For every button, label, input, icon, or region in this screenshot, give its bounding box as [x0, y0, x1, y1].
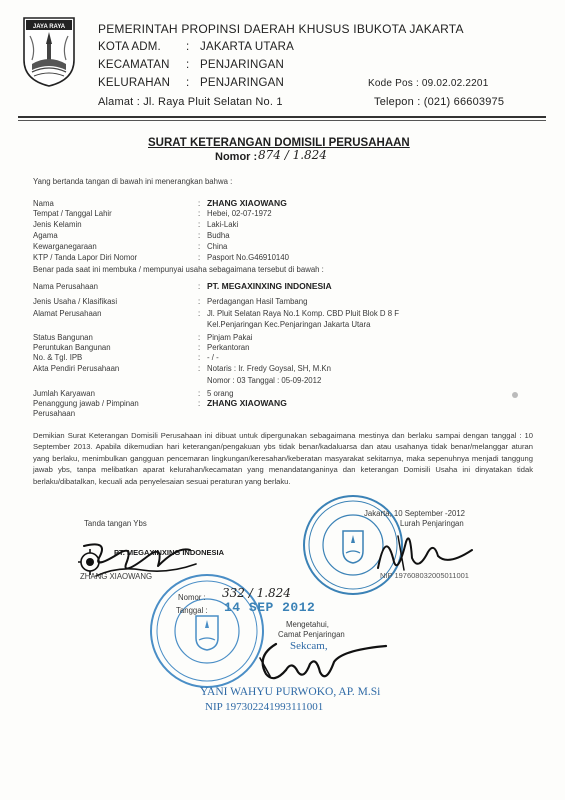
right-place-date: Jakarta, 10 September -2012 [364, 509, 465, 518]
company-employees-value: 5 orang [207, 389, 234, 398]
person-religion-label: Agama [33, 231, 58, 240]
row-colon: : [198, 282, 201, 291]
company-status-value: Pinjam Pakai [207, 333, 253, 342]
person-nationality-value: China [207, 242, 228, 251]
nomor-value: 874 / 1.824 [258, 148, 327, 162]
person-name-label: Nama [33, 199, 54, 208]
company-employees-label: Jumlah Karyawan [33, 389, 95, 398]
header-government: PEMERINTAH PROPINSI DAERAH KHUSUS IBUKOTA JAKARTA [98, 22, 464, 36]
kecamatan-tanggal-label: Tanggal : [176, 606, 208, 615]
company-leader-label-2: Perusahaan [33, 409, 76, 418]
header-colon: : [186, 41, 190, 53]
company-address-value: Jl. Pluit Selatan Raya No.1 Komp. CBD Pluit Blok D 8 F [207, 309, 399, 318]
row-colon: : [198, 199, 201, 208]
header-address: Alamat : Jl. Raya Pluit Selatan No. 1 [98, 96, 283, 108]
header-kota-label: KOTA ADM. [98, 41, 161, 53]
row-colon: : [198, 209, 201, 218]
kecamatan-nomor-label: Nomor : [178, 593, 206, 602]
company-name-label: Nama Perusahaan [33, 282, 99, 291]
sekcam-label: Sekcam, [290, 640, 328, 652]
person-religion-value: Budha [207, 231, 230, 240]
row-colon: : [198, 309, 201, 318]
intro-text: Yang bertanda tangan di bawah ini menerangkan bahwa : [33, 177, 233, 186]
row-colon: : [198, 399, 201, 408]
header-kota-value: JAKARTA UTARA [200, 41, 294, 53]
kecamatan-nomor-handwritten: 332 / 1.824 [222, 586, 291, 600]
company-deed-value: Notaris : Ir. Fredy Goysal, SH, M.Kn [207, 364, 331, 373]
person-id-label: KTP / Tanda Lapor Diri Nomor [33, 253, 138, 262]
business-intro-text: Benar pada saat ini membuka / mempunyai usaha sebagaimana tersebut di bawah : [33, 265, 324, 274]
header-kode-pos: Kode Pos : 09.02.02.2201 [368, 78, 489, 89]
person-nationality-label: Kewarganegaraan [33, 242, 97, 251]
company-status-label: Status Bangunan [33, 333, 93, 342]
company-deed-value-2: Nomor : 03 Tanggal : 05-09-2012 [207, 376, 322, 385]
row-colon: : [198, 343, 201, 352]
scan-speck [512, 392, 518, 398]
company-address-label: Alamat Perusahaan [33, 309, 102, 318]
document-title: SURAT KETERANGAN DOMISILI PERUSAHAAN [148, 137, 410, 149]
company-deed-label: Akta Pendiri Perusahaan [33, 364, 120, 373]
company-address-value-2: Kel.Penjaringan Kec.Penjaringan Jakarta Utara [207, 320, 371, 329]
nomor-label: Nomor : [215, 151, 258, 163]
header-kelurahan-label: KELURAHAN [98, 77, 171, 89]
row-colon: : [198, 333, 201, 342]
person-name-value: ZHANG XIAOWANG [207, 198, 287, 208]
header-phone: Telepon : (021) 66603975 [374, 96, 505, 108]
lurah-signature [368, 522, 478, 578]
company-leader-label: Penanggung jawab / Pimpinan [33, 399, 139, 408]
row-colon: : [198, 364, 201, 373]
company-ipb-value: - / - [207, 353, 219, 362]
header-kelurahan-value: PENJARINGAN [200, 77, 284, 89]
emblem-text: JAYA RAYA [32, 24, 66, 30]
right-signer-title: Lurah Penjaringan [400, 519, 464, 528]
company-type-label: Jenis Usaha / Klasifikasi [33, 297, 118, 306]
row-colon: : [198, 297, 201, 306]
closing-paragraph: Demikian Surat Keterangan Domisili Perusahaan ini dibuat untuk dipergunakan sebagaimana mestinya dan berlaku sampai dengan tanggal : 10 September 2013. Apabila dikemudian hari keterangan/pengakuan ybs tidak benar/kadaluarsa dan atau usahanya tidak benar/melanggar aturan yang berlaku, menimbulkan gangguan pencemaran lingkungan/keresahan/keberatan masyarakat sekitarnya, maka sepenuhnya menjadi tanggung jawab ybs, tanpa melibatkan aparat kelurahan/kecamatan yang menandatanganinya dan keterangan Domisili Usaha ini dinyatakan tidak berlaku/dibatalkan, kecuali ada penyelesaian sesuai peraturan yang berlaku. [33, 431, 533, 486]
header-colon: : [186, 59, 190, 71]
jakarta-emblem [20, 14, 78, 88]
company-use-value: Perkantoran [207, 343, 250, 352]
header-colon: : [186, 77, 190, 89]
official-name: YANI WAHYU PURWOKO, AP. M.Si [200, 686, 381, 698]
row-colon: : [198, 231, 201, 240]
left-signer-name: ZHANG XIAOWANG [80, 572, 153, 581]
company-use-label: Peruntukan Bangunan [33, 343, 111, 352]
company-stamp-text: PT. MEGAXINXING INDONESIA [114, 548, 225, 557]
header-divider [18, 116, 546, 118]
row-colon: : [198, 242, 201, 251]
camat-label: Camat Penjaringan [278, 630, 345, 639]
official-nip: NIP 197302241993111001 [205, 701, 324, 713]
header-kecamatan-label: KECAMATAN [98, 59, 170, 71]
person-gender-value: Laki-Laki [207, 220, 239, 229]
row-colon: : [198, 253, 201, 262]
sekcam-signature [246, 636, 396, 686]
left-signature-caption: Tanda tangan Ybs [84, 519, 147, 528]
date-stamp: 14 SEP 2012 [224, 600, 316, 615]
person-gender-label: Jenis Kelamin [33, 220, 82, 229]
company-ipb-label: No. & Tgl. IPB [33, 353, 83, 362]
mengetahui-label: Mengetahui, [286, 620, 329, 629]
company-name-value: PT. MEGAXINXING INDONESIA [207, 281, 332, 291]
company-leader-value: ZHANG XIAOWANG [207, 398, 287, 408]
row-colon: : [198, 220, 201, 229]
row-colon: : [198, 389, 201, 398]
header-divider-thin [18, 120, 546, 121]
person-id-value: Pasport No.G46910140 [207, 253, 289, 262]
right-nip-fragment: NIP 197608032005011001 [380, 571, 469, 580]
person-birth-label: Tempat / Tanggal Lahir [33, 209, 112, 218]
row-colon: : [198, 353, 201, 362]
person-birth-value: Hebei, 02-07-1972 [207, 209, 272, 218]
header-kecamatan-value: PENJARINGAN [200, 59, 284, 71]
company-type-value: Perdagangan Hasil Tambang [207, 297, 308, 306]
